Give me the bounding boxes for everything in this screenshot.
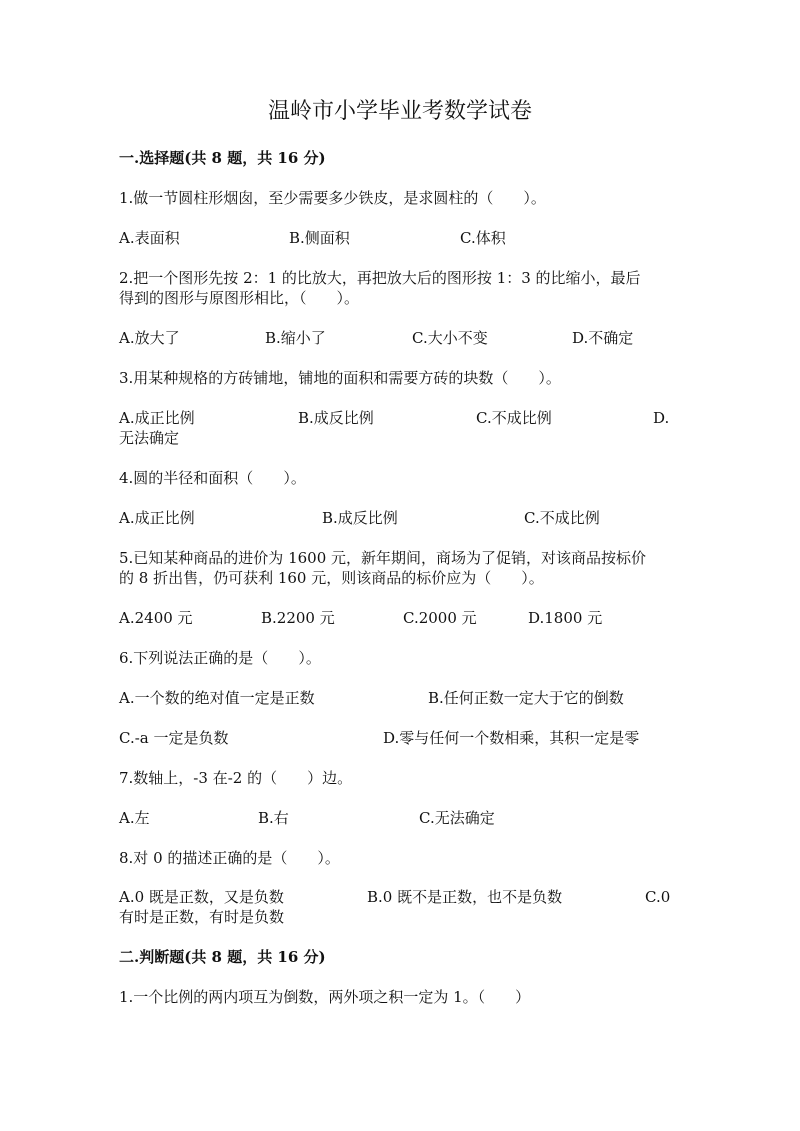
option: B.任何正数一定大于它的倒数 [428,689,624,707]
option: A.左 [119,809,150,827]
option: B.右 [258,809,289,827]
option: B.成反比例 [322,509,398,527]
question-stem: 3.用某种规格的方砖铺地，铺地的面积和需要方砖的块数（ ）。 [119,369,561,387]
question-stem: 8.对 0 的描述正确的是（ ）。 [119,849,340,867]
option: D.1800 元 [528,609,603,627]
option: C.2000 元 [403,609,477,627]
question-stem: 4.圆的半径和面积（ ）。 [119,469,306,487]
section-heading: 二.判断题(共 8 题，共 16 分) [119,948,326,966]
option-continued: 有时是正数，有时是负数 [119,908,285,926]
question-stem: 5.已知某种商品的进价为 1600 元，新年期间，商场为了促销，对该商品按标价 [119,549,647,567]
option: A.放大了 [119,329,180,347]
exam-title: 温岭市小学毕业考数学试卷 [267,99,532,124]
question-stem: 得到的图形与原图形相比，（ ）。 [119,289,360,307]
section-heading: 一.选择题(共 8 题，共 16 分) [119,149,326,167]
option: A.2400 元 [119,609,193,627]
option: A.成正比例 [119,509,195,527]
option: C.不成比例 [476,409,552,427]
option: D.零与任何一个数相乘，其积一定是零 [383,729,640,747]
option: B.成反比例 [298,409,374,427]
question-stem: 的 8 折出售，仍可获利 160 元，则该商品的标价应为（ ）。 [119,569,544,587]
option: A.成正比例 [119,409,195,427]
option: B.侧面积 [289,229,350,247]
question-stem: 6.下列说法正确的是（ ）。 [119,649,321,667]
question-stem: 2.把一个图形先按 2：1 的比放大，再把放大后的图形按 1：3 的比缩小，最后 [119,269,641,287]
question-stem: 1.做一节圆柱形烟囱，至少需要多少铁皮，是求圆柱的（ ）。 [119,189,546,207]
option: C.无法确定 [419,809,495,827]
option: C.大小不变 [412,329,488,347]
option: C.-a 一定是负数 [119,729,229,747]
option: B.2200 元 [261,609,335,627]
question-stem: 7.数轴上，-3 在-2 的（ ）边。 [119,769,353,787]
option: C.0 [645,888,671,906]
option: C.体积 [460,229,506,247]
option-continued: 无法确定 [119,429,180,447]
question-stem: 1.一个比例的两内项互为倒数，两外项之积一定为 1。（ ） [119,988,531,1006]
option: D.不确定 [572,329,634,347]
option: C.不成比例 [524,509,600,527]
option: A.0 既是正数，又是负数 [119,888,284,906]
option: D. [653,409,670,427]
option: A.一个数的绝对值一定是正数 [119,689,315,707]
option: B.缩小了 [265,329,326,347]
option: A.表面积 [119,229,180,247]
option: B.0 既不是正数，也不是负数 [367,888,563,906]
